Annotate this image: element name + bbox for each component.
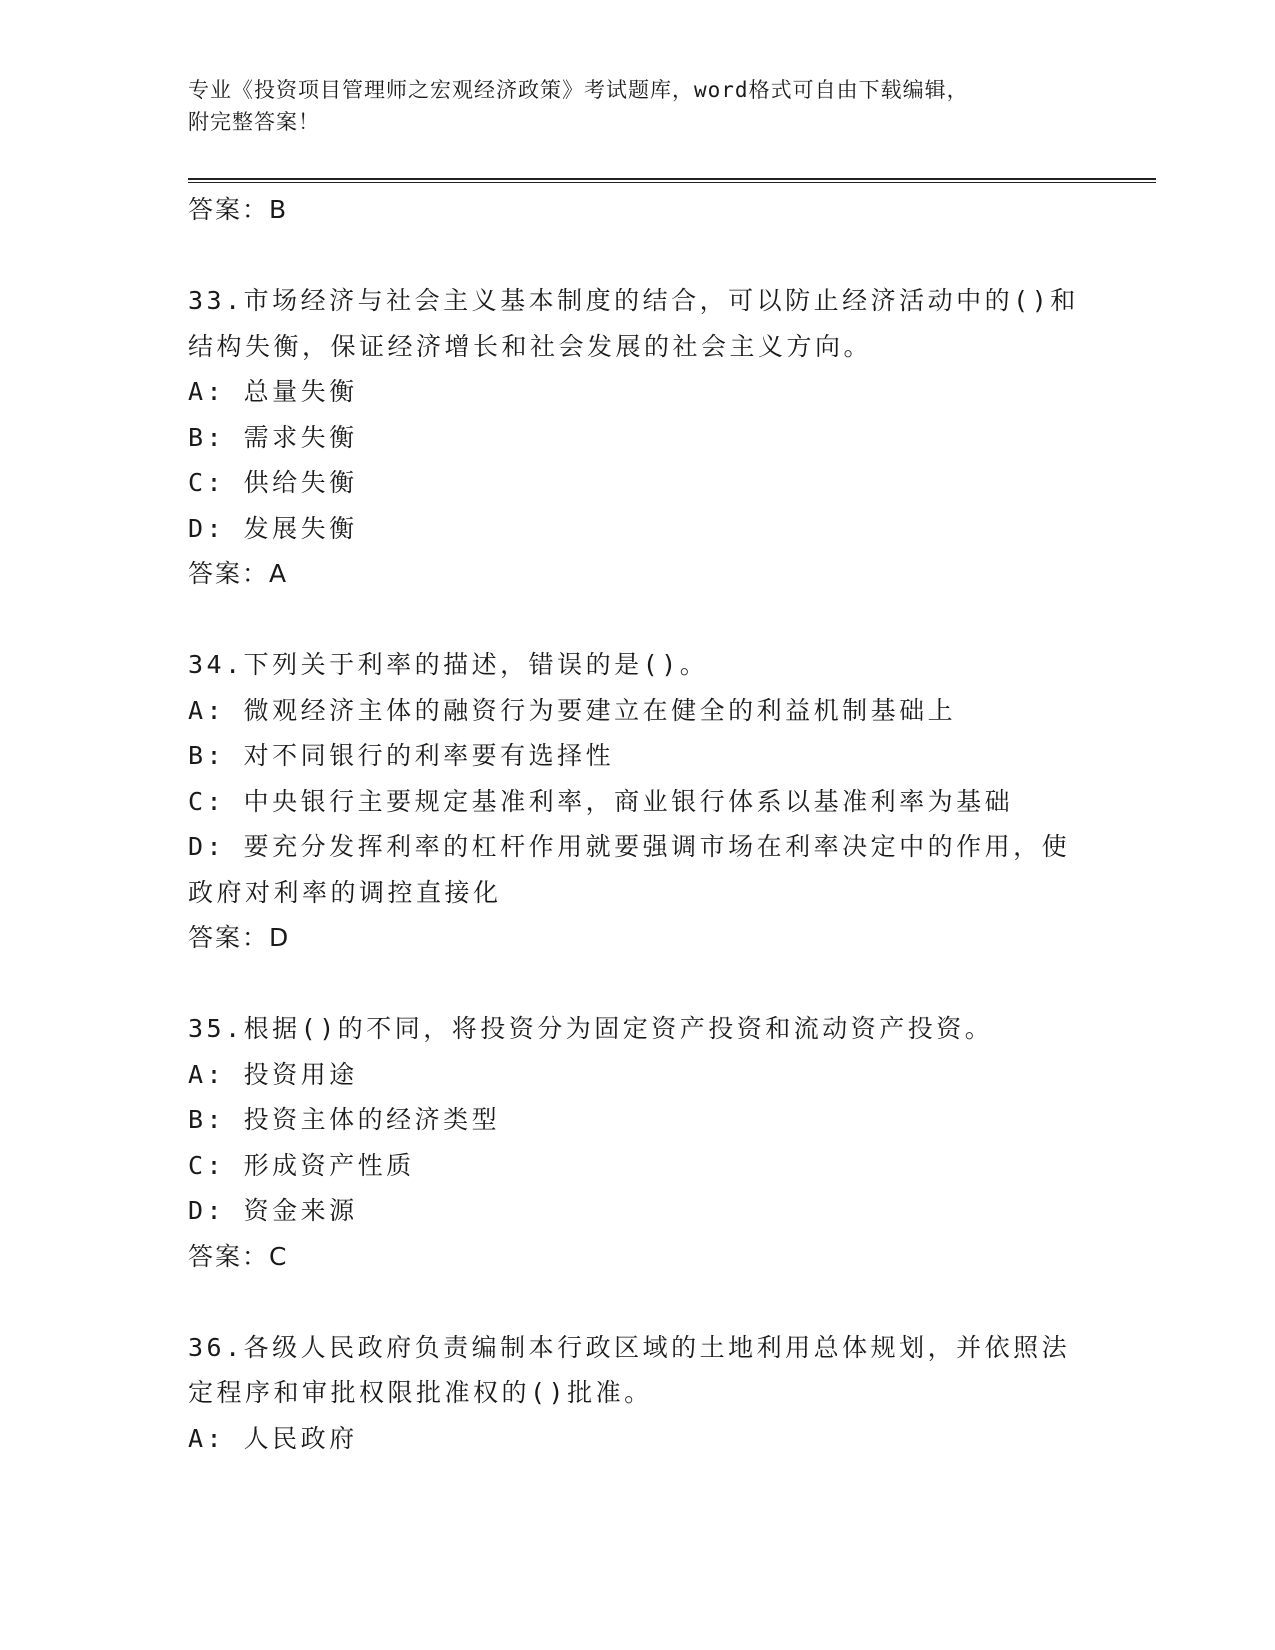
answer-label: 答案：A [188,559,289,588]
spacer [188,233,1088,279]
header-line-1: 专业《投资项目管理师之宏观经济政策》考试题库，word格式可自由下载编辑， [188,78,969,102]
page-header [188,74,1088,138]
question-text: 33.市场经济与社会主义基本制度的结合，可以防止经济活动中的()和 [188,286,1079,315]
option-d: D: 发展失衡 [188,513,358,543]
option-a: A: 投资用途 [188,1059,358,1089]
option-b: B: 对不同银行的利率要有选择性 [188,741,615,770]
option-a: A: 微观经济主体的融资行为要建立在健全的利益机制基础上 [188,695,957,725]
header-divider [188,178,1156,183]
spacer [188,961,1088,1007]
option-c: C: 中央银行主要规定基准利率，商业银行体系以基准利率为基础 [188,786,1014,816]
option-c: C: 形成资产性质 [188,1150,415,1180]
answer-label: 答案：C [188,1241,289,1271]
option-b: B: 需求失衡 [188,422,358,452]
header-line-2: 附完整答案！ [188,110,320,134]
option-d: D: 资金来源 [188,1196,358,1225]
question-text: 定程序和审批权限批准权的()批准。 [188,1378,653,1407]
answer-label: 答案：D [188,923,291,952]
option-c: C: 供给失衡 [188,468,358,497]
question-text: 34.下列关于利率的描述，错误的是()。 [188,650,709,679]
question-text: 36.各级人民政府负责编制本行政区域的土地利用总体规划，并依照法 [188,1332,1071,1362]
option-d: D: 要充分发挥利率的杠杆作用就要强调市场在利率决定中的作用，使 [188,832,1071,861]
option-b: B: 投资主体的经济类型 [188,1105,501,1134]
question-35 [188,1006,1088,1279]
answer-label: 答案：B [188,195,289,224]
option-d-continued: 政府对利率的调控直接化 [188,877,502,907]
question-36 [188,1325,1088,1462]
question-34 [188,642,1088,961]
option-a: A: 人民政府 [188,1423,358,1453]
question-text: 结构失衡，保证经济增长和社会发展的社会主义方向。 [188,331,873,361]
spacer [188,597,1088,643]
question-33 [188,278,1088,597]
option-a: A: 总量失衡 [188,377,358,406]
question-list [188,187,1088,1461]
spacer [188,1279,1088,1325]
question-text: 35.根据()的不同，将投资分为固定资产投资和流动资产投资。 [188,1014,994,1043]
